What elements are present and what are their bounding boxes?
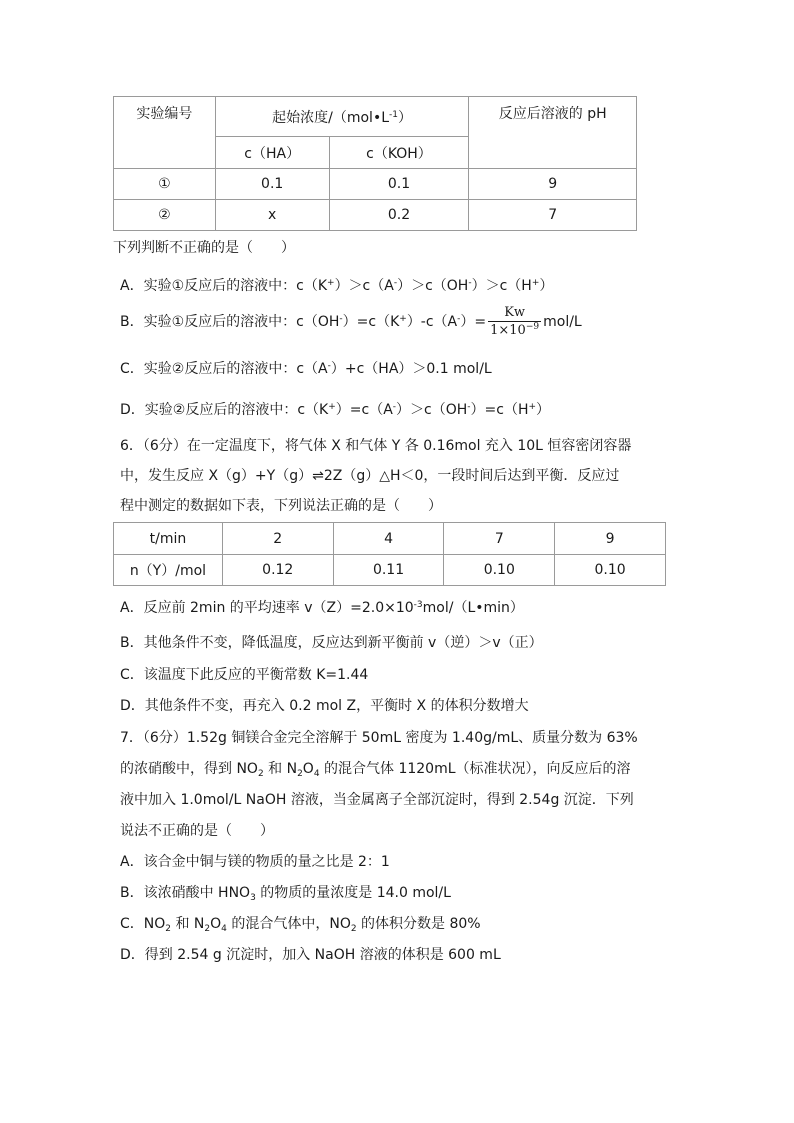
- q5-option-b: B．实验①反应后的溶液中：c（OH-）=c（K+）-c（A-）= $\frac{Kw}{1\times 10^{-9}}$ mol/L: [120, 304, 582, 338]
- cell-n: 0.10: [444, 555, 555, 586]
- header-c-ha: c（HA）: [215, 137, 329, 169]
- cell-koh: 0.2: [329, 200, 469, 231]
- q6-option-c: C．该温度下此反应的平衡常数 K=1.44: [120, 667, 369, 683]
- table-row: [114, 523, 666, 555]
- cell-n: 0.11: [333, 555, 444, 586]
- q7-line-3: 液中加入 1.0mol/L NaOH 溶液，当金属离子全部沉淀时，得到 2.54g 沉淀．下列: [120, 792, 634, 808]
- cell-ha: x: [215, 200, 329, 231]
- cell-time: 7: [444, 523, 555, 555]
- q7-line-2: 的浓硝酸中，得到 $NO_2$ 和 $N_2O_4$ 的混合气体 1120mL（标准状况），向反应后的溶: [120, 761, 631, 779]
- header-time: t/min: [114, 523, 223, 555]
- cell-time: 9: [555, 523, 666, 555]
- q6-line-3: 程中测定的数据如下表，下列说法正确的是（ ）: [120, 498, 442, 514]
- header-ph: 反应后溶液的 pH: [469, 97, 637, 169]
- q7-option-a: A．该合金中铜与镁的物质的量之比是 2：1: [120, 854, 390, 870]
- cell-time: 2: [222, 523, 333, 555]
- q5-stem: 下列判断不正确的是（ ）: [113, 240, 295, 256]
- q5-option-c: C．实验②反应后的溶液中：c（A-）+c（HA）＞0.1 mol/L: [120, 361, 492, 377]
- cell-n: 0.10: [555, 555, 666, 586]
- cell-ha: 0.1: [215, 169, 329, 200]
- header-initial-concentration: 起始浓度$/(mol•L^{-1})$: [215, 97, 469, 137]
- table-row: [114, 200, 637, 231]
- q6-option-b: B．其他条件不变，降低温度，反应达到新平衡前 v（逆）＞v（正）: [120, 635, 543, 651]
- table-row: [114, 169, 637, 200]
- cell-koh: 0.1: [329, 169, 469, 200]
- experiment-table: [113, 96, 637, 231]
- q7-line-1: 7．（6分）1.52g 铜镁合金完全溶解于 50mL 密度为 1.40g/mL、质量分数为 63%: [120, 730, 638, 746]
- header-n-y: n（Y）/mol: [114, 555, 223, 586]
- q5-option-a: A．实验①反应后的溶液中：c（K+）＞c（A-）＞c（OH-）＞c（H+）: [120, 278, 554, 294]
- q6-option-a: A．反应前 2min 的平均速率 $v(Z)=2.0\times 10^{-3}mol/(L•\min)$: [120, 600, 524, 616]
- q5-option-d: D．实验②反应后的溶液中：c（K+）=c（A-）＞c（OH-）=c（H+）: [120, 402, 551, 418]
- q7-line-4: 说法不正确的是（ ）: [120, 823, 274, 839]
- q6-option-d: D．其他条件不变，再充入 0.2 mol Z，平衡时 X 的体积分数增大: [120, 698, 529, 714]
- q6-line-1: 6．（6分）在一定温度下，将气体 X 和气体 Y 各 0.16mol 充入 10L 恒容密闭容器: [120, 438, 632, 454]
- reaction-data-table: [113, 522, 666, 586]
- cell-time: 4: [333, 523, 444, 555]
- q7-option-b: B．该浓硝酸中 $HNO_3$ 的物质的量浓度是 14.0 mol/L: [120, 885, 451, 903]
- cell-id: ②: [114, 200, 216, 231]
- cell-n: 0.12: [222, 555, 333, 586]
- header-c-koh: c（KOH）: [329, 137, 469, 169]
- table-row: [114, 555, 666, 586]
- cell-ph: 7: [469, 200, 637, 231]
- header-experiment-id: 实验编号: [114, 97, 216, 169]
- cell-id: ①: [114, 169, 216, 200]
- q7-option-d: D．得到 2.54 g 沉淀时，加入 NaOH 溶液的体积是 600 mL: [120, 947, 501, 963]
- q6-line-2: 中，发生反应 X（g）+Y（g）⇌2Z（g）△H＜0，一段时间后达到平衡．反应过: [120, 468, 620, 484]
- q7-option-c: C．$NO_2$ 和 $N_2O_4$ 的混合气体中，$NO_2$ 的体积分数是 80%: [120, 916, 481, 934]
- kw-fraction: $\frac{Kw}{1\times 10^{-9}}$: [490, 304, 540, 338]
- cell-ph: 9: [469, 169, 637, 200]
